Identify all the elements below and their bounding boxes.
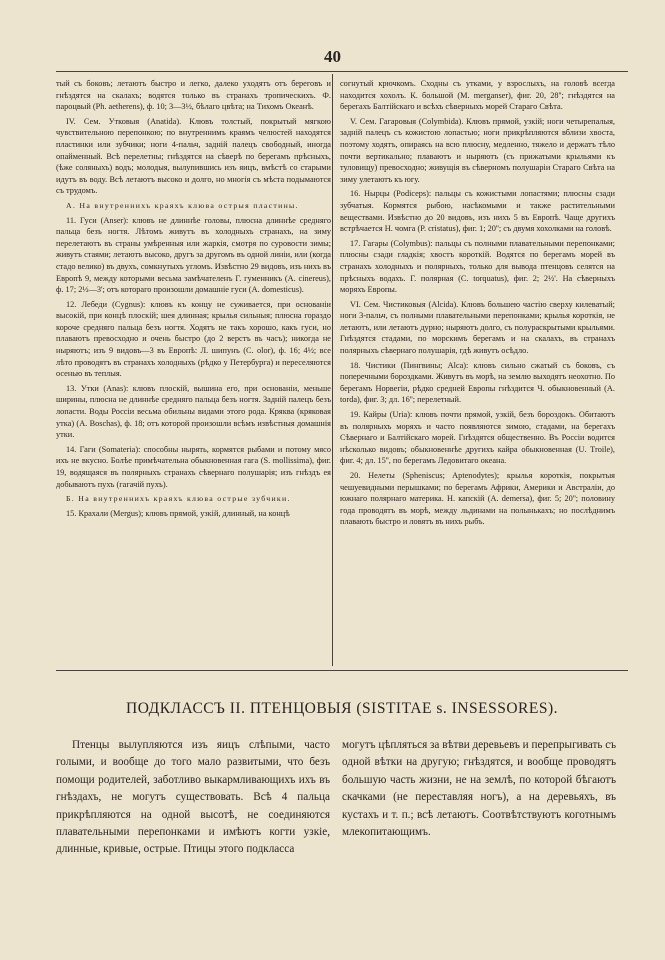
section-rule <box>56 670 628 671</box>
intro-paragraph: Птенцы вылупляются изъ яицъ слѣпыми, часто голыми, и вообще до того мало развитыми, что безъ помощи родителей, заботливо выкармливающихъ ихъ въ гнѣздахъ, не могутъ существовать. Всѣ 4 пальца прикрѣпляются на одной высотѣ, не соединяются плавательными перепонками и имѣютъ когти узкіе, длинные, кривые, острые. Птицы этого подкласса <box>56 739 330 856</box>
paragraph: согнутый крючкомъ. Сходны съ утками, у взрослыхъ, на головѣ всегда находится хохолъ. К. большой (M. merganser), фиг. 20, 28''; гнѣздятся на берегахъ Балтійскаго и всѣхъ сѣверныхъ морей Стараго Свѣта. <box>340 79 615 112</box>
genus-paragraph: 12. Лебеди (Cygnus): клювъ къ концу не суживается, при основаніи высокій, при концѣ плоскій; шея длинная; крылья сильныя; плюсна гораздо короче средняго пальца безъ ногтя. Ходятъ не такъ хорошо, какъ гуси, но плаваютъ превосходно и очень быстро (до 2 верстъ въ часъ); никогда не ныряютъ; изъ 9 видовъ—3 въ Европѣ: Л. шипунъ (C. olor), ф. 16; 4½; все лѣто проводятъ въ странахъ холодныхъ (рѣдко у Петербурга) и переселяются осенью въ теплыя. <box>56 299 331 379</box>
left-column <box>56 78 331 522</box>
family-paragraph-anatida: IV. Сем. Утковыя (Anatida). Клювъ толстый, покрытый мягкою чувствительною перепонкою; по внутреннимъ краямъ челюстей находятся пластинки или зубчики; ноги 4-пальч, задній палецъ свободный, иногда опайменный. Всѣ перелетны; гнѣздятся на сѣверѣ по берегамъ прѣсныхъ, (ѣже соляныхъ) водъ; молодыя, вылупившись изъ яицъ, вмѣстѣ со старыми идутъ въ воду. Всѣ летаютъ высоко и долго, но многія съ мѣста подымаются съ трудомъ. <box>56 116 331 196</box>
genus-paragraph: 15. Крахали (Mergus); клювъ прямой, узкій, длинный, на концѣ <box>66 508 290 518</box>
column-divider <box>332 74 333 666</box>
section-title: ПОДКЛАССЪ II. ПТЕНЦОВЫЯ (SISTITAE s. INSESSORES). <box>126 700 558 717</box>
genus-paragraph: 16. Нырцы (Podiceps): пальцы съ кожистыми лопастями; плюсны сзади зубчатыя. Кормятся рыбою, насѣкомыми и также растительными веществами. Извѣстно до 20 видовъ, изъ нихъ 5 въ Европѣ. Чаще другихъ встрѣчается Н. чомга (P. cristatus), фиг. 1; 20''; съ двумя хохолками на головѣ. <box>340 189 615 234</box>
paragraph: тый съ боковъ; летаютъ быстро и легко, далеко уходятъ отъ береговъ и гнѣздятся на скалахъ; водятся только въ странахъ тропическихъ. Ф. пароцвый (Ph. aetherens), ф. 10; 3—3½, бѣлаго цвѣта; на Тихомъ Океанѣ. <box>56 79 331 112</box>
genus-paragraph: 11. Гуси (Anser): клювъ не длиннѣе головы, плюсна длиннѣе средняго пальца безъ ногтя. Лѣтомъ живутъ въ холодныхъ странахъ, на зиму перелетаютъ въ страны умѣренныя или жаркія, смотря по суровости зимы; живутъ стаями; летаютъ высоко, другъ за другомъ въ одной линіи, или (когда стадо велико) въ двухъ, сомкнутыхъ угломъ. Извѣстно 29 видовъ, изъ нихъ въ Европѣ 9, между которыми весьма замѣчателенъ Г. гуменникъ (A. cinereus), ф. 17; 2½—3'; отъ котораго произошли домашніе гуси (A. domesticus). <box>56 215 331 295</box>
top-rule <box>56 71 628 72</box>
genus-paragraph: 19. Кайры (Uria): клювъ почти прямой, узкій, безъ бороздокъ. Обитаютъ въ полярныхъ моряхъ и часто появляются зимою, стадами, на берегахъ Сѣвернаго и Балтійскаго морей. Гнѣздятся общественно. Въ Россіи водится нѣсколько видовъ; обыкновеннѣе другихъ кайра обыкновенная (U. Troile), фиг. 4; дл. 15'', по берегамъ Ледовитаго океана. <box>340 410 615 466</box>
genus-paragraph: 17. Гагары (Colymbus): пальцы съ полными плавательными перепонками; плюсны сзади гладкія; хвостъ короткій. Водятся по берегамъ морей въ странахъ холодныхъ и полярныхъ, только для вывода птенцовъ селятся на прѣсныхъ водахъ. Г. полярная (C. torquatus), фиг. 2; 2½'. На сѣверныхъ моряхъ Европы. <box>340 238 615 295</box>
bottom-right-column <box>342 737 616 841</box>
genus-paragraph: 14. Гаги (Somateria): способны нырять, кормятся рыбами и потому мясо ихъ не вкусно. Болѣе примѣчательна обыкновенная гага (S. mollissima), фиг. 19, водящаяся въ полярныхъ странахъ сѣвернаго полушарія; изъ гнѣздъ ея добываютъ пухъ (гагачій пухъ). <box>56 444 331 489</box>
genus-paragraph: 13. Утки (Anas): клювъ плоскій, вышина его, при основаніи, меньше ширины, плюсна не длиннѣе средняго пальца безъ ногтя. Задній палецъ безъ лопасти. Воды Россіи весьма обильны видами этого рода. Кряква (кряковая утка) (A. Boschas), ф. 18; отъ которой произошли всѣмъ извѣстныя домашнія утки. <box>56 383 331 440</box>
family-paragraph-alcida: VI. Сем. Чистиковыя (Alcida). Клювъ большею частію сверху килеватый; ноги 3-пальч, съ полными плавательными перепонками; крылья короткія, не летаютъ, или летаютъ дурно; ныряютъ долго, съ полураскрытыми крыльями. Гнѣздятся стадами, по морскимъ берегамъ и на скалахъ, въ странахъ полярныхъ сѣвернаго полушарія, гдѣ живутъ осѣдло. <box>340 299 615 356</box>
right-column <box>340 78 615 531</box>
subgroup-heading: А. На внутреннихъ краяхъ клюва острыя пластины. <box>66 200 299 210</box>
subgroup-heading: Б. На внутреннихъ краяхъ клюва острые зубчики. <box>66 494 291 504</box>
genus-paragraph: 20. Нелеты (Spheniscus; Aptenodytes); крылья короткія, покрытыя чешуевидными перышками; по берегамъ Африки, Америки и Австраліи, до южнаго полярнаго материка. Н. капскій (A. demersa), фиг. 5; 20''; половину года проводятъ въ морѣ, между льдинами на полынькахъ; но послѣднимъ плавають быстро и ловятъ въ нихъ рыбъ. <box>340 471 615 527</box>
family-paragraph-colymbida: V. Сем. Гагаровыя (Colymbida). Клювъ прямой, узкій; ноги четырепалыя, задній палецъ съ кожистою лопастью; ноги прикрѣпляются вблизи хвоста, поэтому ходятъ, опираясь на всю плюсну, медленно, тяжело и держатъ тѣло почти вертикально; плаваютъ и ныряютъ (съ прижатыми крыльями къ туловищу) превосходно; живущія въ сѣверномъ полушаріи Стараго Свѣта на зиму улетаютъ къ югу. <box>340 116 615 184</box>
page-number: 40 <box>324 47 341 66</box>
genus-paragraph: 18. Чистики (Пингвины; Alca): клювъ сильно сжатый съ боковъ, съ поперечными бороздками. Живутъ въ морѣ, на землю выходятъ неохотно. По берегамъ Норвегіи, рѣдко средней Европы гнѣздится Ч. обыкновенный (A. torda), фиг. 3; дл. 16''; перелетный. <box>340 360 615 405</box>
intro-paragraph-continued: могутъ цѣпляться за вѣтви деревьевъ и перепрыгивать съ одной вѣтки на другую; гнѣздятся, и вообще проводятъ большую часть жизни, не на землѣ, по которой бѣгаютъ скачками (не переставляя ногъ), а на деревьяхъ, въ кустахъ и т. п.; всѣ летаютъ. Соотвѣтствуютъ коготнымъ млекопитающимъ. <box>342 739 616 839</box>
bottom-left-column <box>56 737 330 859</box>
